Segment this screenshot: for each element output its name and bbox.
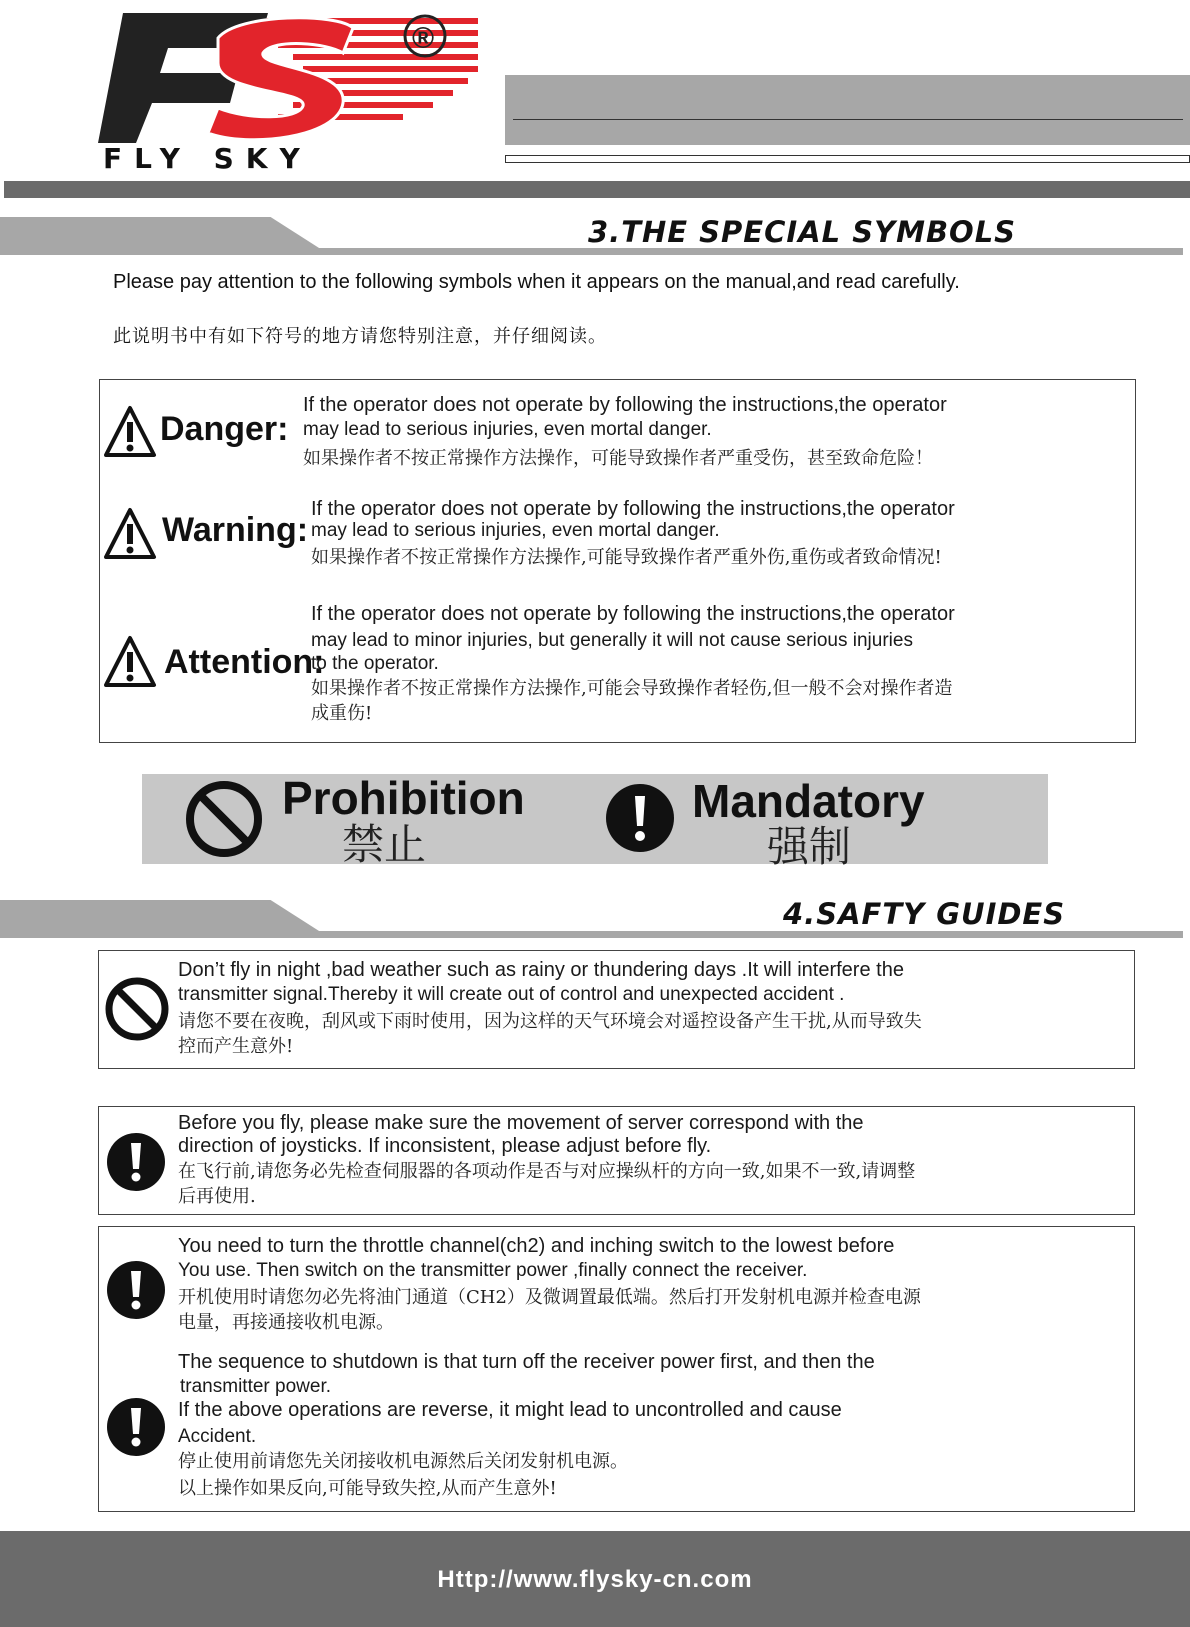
intro-english: Please pay attention to the following symbols when it appears on the manual,and read carefully. bbox=[113, 271, 960, 293]
guide-3-text-zh-4: 以上操作如果反向,可能导致失控,从而产生意外! bbox=[178, 1478, 557, 1499]
attention-text-zh-2: 成重伤! bbox=[311, 703, 373, 724]
guide-3-text-6: Accident. bbox=[178, 1426, 257, 1447]
prohibition-label: Prohibition bbox=[282, 772, 525, 824]
intro-chinese: 此说明书中有如下符号的地方请您特别注意，并仔细阅读。 bbox=[113, 326, 607, 346]
section3-band bbox=[0, 217, 1190, 255]
symbols-box bbox=[99, 379, 1136, 743]
guide-1-text-zh-2: 控而产生意外! bbox=[178, 1036, 294, 1057]
mandatory-label-zh: 强制 bbox=[767, 822, 852, 871]
guide-3-text-1: You need to turn the throttle channel(ch2) and inching switch to the lowest before bbox=[178, 1235, 895, 1257]
danger-label: Danger: bbox=[160, 410, 289, 448]
section4-title: 4.SAFTY GUIDES bbox=[783, 897, 1066, 931]
section3-title: 3.THE SPECIAL SYMBOLS bbox=[588, 215, 1017, 249]
prohibition-icon bbox=[185, 780, 263, 858]
guide-2-text-zh-1: 在飞行前,请您务必先检查伺服器的各项动作是否与对应操纵杆的方向一致,如果不一致,请调整 bbox=[178, 1161, 916, 1182]
guide-box-1 bbox=[98, 950, 1135, 1069]
warning-text-zh: 如果操作者不按正常操作方法操作,可能导致操作者严重外伤,重伤或者致命情况! bbox=[311, 547, 942, 568]
warning-text-2: may lead to serious injuries, even mortal danger. bbox=[311, 520, 720, 541]
prohibition-label-zh: 禁止 bbox=[342, 820, 427, 869]
header-gray-panel bbox=[505, 75, 1190, 145]
mandatory-icon bbox=[106, 1132, 166, 1192]
mandatory-icon bbox=[106, 1260, 166, 1320]
guide-2-text-1: Before you fly, please make sure the movement of server correspond with the bbox=[178, 1112, 864, 1134]
guide-3-text-zh-2: 电量，再接通接收机电源。 bbox=[178, 1312, 394, 1333]
header-panel-rule bbox=[513, 119, 1183, 120]
prohibition-mandatory-bar bbox=[142, 772, 1048, 871]
attention-text-2: may lead to minor injuries, but generally it will not cause serious injuries bbox=[311, 630, 913, 651]
guide-2-text-2: direction of joysticks. If inconsistent, please adjust before fly. bbox=[178, 1135, 712, 1157]
attention-text-3: to the operator. bbox=[311, 653, 439, 674]
attention-text-zh-1: 如果操作者不按正常操作方法操作,可能会导致操作者轻伤,但一般不会对操作者造 bbox=[311, 678, 953, 699]
brand-name: FLY SKY bbox=[103, 142, 312, 175]
registered-mark: ® bbox=[412, 22, 435, 55]
guide-3-text-2: You use. Then switch on the transmitter power ,finally connect the receiver. bbox=[178, 1260, 808, 1281]
mandatory-icon bbox=[106, 1397, 166, 1457]
guide-1-text-zh-1: 请您不要在夜晚，刮风或下雨时使用，因为这样的天气环境会对遥控设备产生干扰,从而导致失 bbox=[178, 1011, 922, 1032]
footer-url-link[interactable]: Http://www.flysky-cn.com bbox=[437, 1566, 753, 1593]
mandatory-label: Mandatory bbox=[692, 775, 925, 827]
guide-3-text-4: transmitter power. bbox=[180, 1376, 331, 1397]
guide-3-text-5: If the above operations are reverse, it might lead to uncontrolled and cause bbox=[178, 1399, 842, 1421]
guide-1-text-1: Don’t fly in night ,bad weather such as rainy or thundering days .It will interfere the bbox=[178, 959, 904, 981]
attention-text-1: If the operator does not operate by following the instructions,the operator bbox=[311, 603, 955, 625]
warning-triangle-icon bbox=[103, 405, 157, 459]
guide-box-2 bbox=[98, 1106, 1135, 1215]
guide-3-text-3: The sequence to shutdown is that turn off the receiver power first, and then the bbox=[178, 1351, 875, 1373]
guide-2-text-zh-2: 后再使用. bbox=[178, 1186, 256, 1207]
guide-3-text-zh-1: 开机使用时请您勿必先将油门通道（CH2）及微调置最低端。然后打开发射机电源并检查电源 bbox=[178, 1287, 921, 1308]
header-outline-bar bbox=[505, 155, 1190, 163]
section4-band bbox=[0, 897, 1190, 938]
danger-text-2: may lead to serious injuries, even mortal danger. bbox=[303, 419, 712, 440]
warning-triangle-icon bbox=[103, 507, 157, 561]
prohibition-icon bbox=[104, 976, 170, 1042]
guide-3-text-zh-3: 停止使用前请您先关闭接收机电源然后关闭发射机电源。 bbox=[178, 1451, 628, 1472]
danger-text-zh: 如果操作者不按正常操作方法操作，可能导致操作者严重受伤，甚至致命危险！ bbox=[303, 448, 933, 469]
warning-text-1: If the operator does not operate by following the instructions,the operator bbox=[311, 498, 955, 520]
guide-1-text-2: transmitter signal.Thereby it will create out of control and unexpected accident . bbox=[178, 984, 845, 1005]
header-divider-bar bbox=[4, 181, 1190, 198]
danger-text-1: If the operator does not operate by following the instructions,the operator bbox=[303, 394, 947, 416]
warning-triangle-icon bbox=[103, 635, 157, 689]
warning-label: Warning: bbox=[162, 511, 309, 549]
attention-label: Attention: bbox=[164, 643, 325, 681]
mandatory-icon bbox=[604, 782, 676, 854]
guide-box-3 bbox=[98, 1226, 1135, 1512]
